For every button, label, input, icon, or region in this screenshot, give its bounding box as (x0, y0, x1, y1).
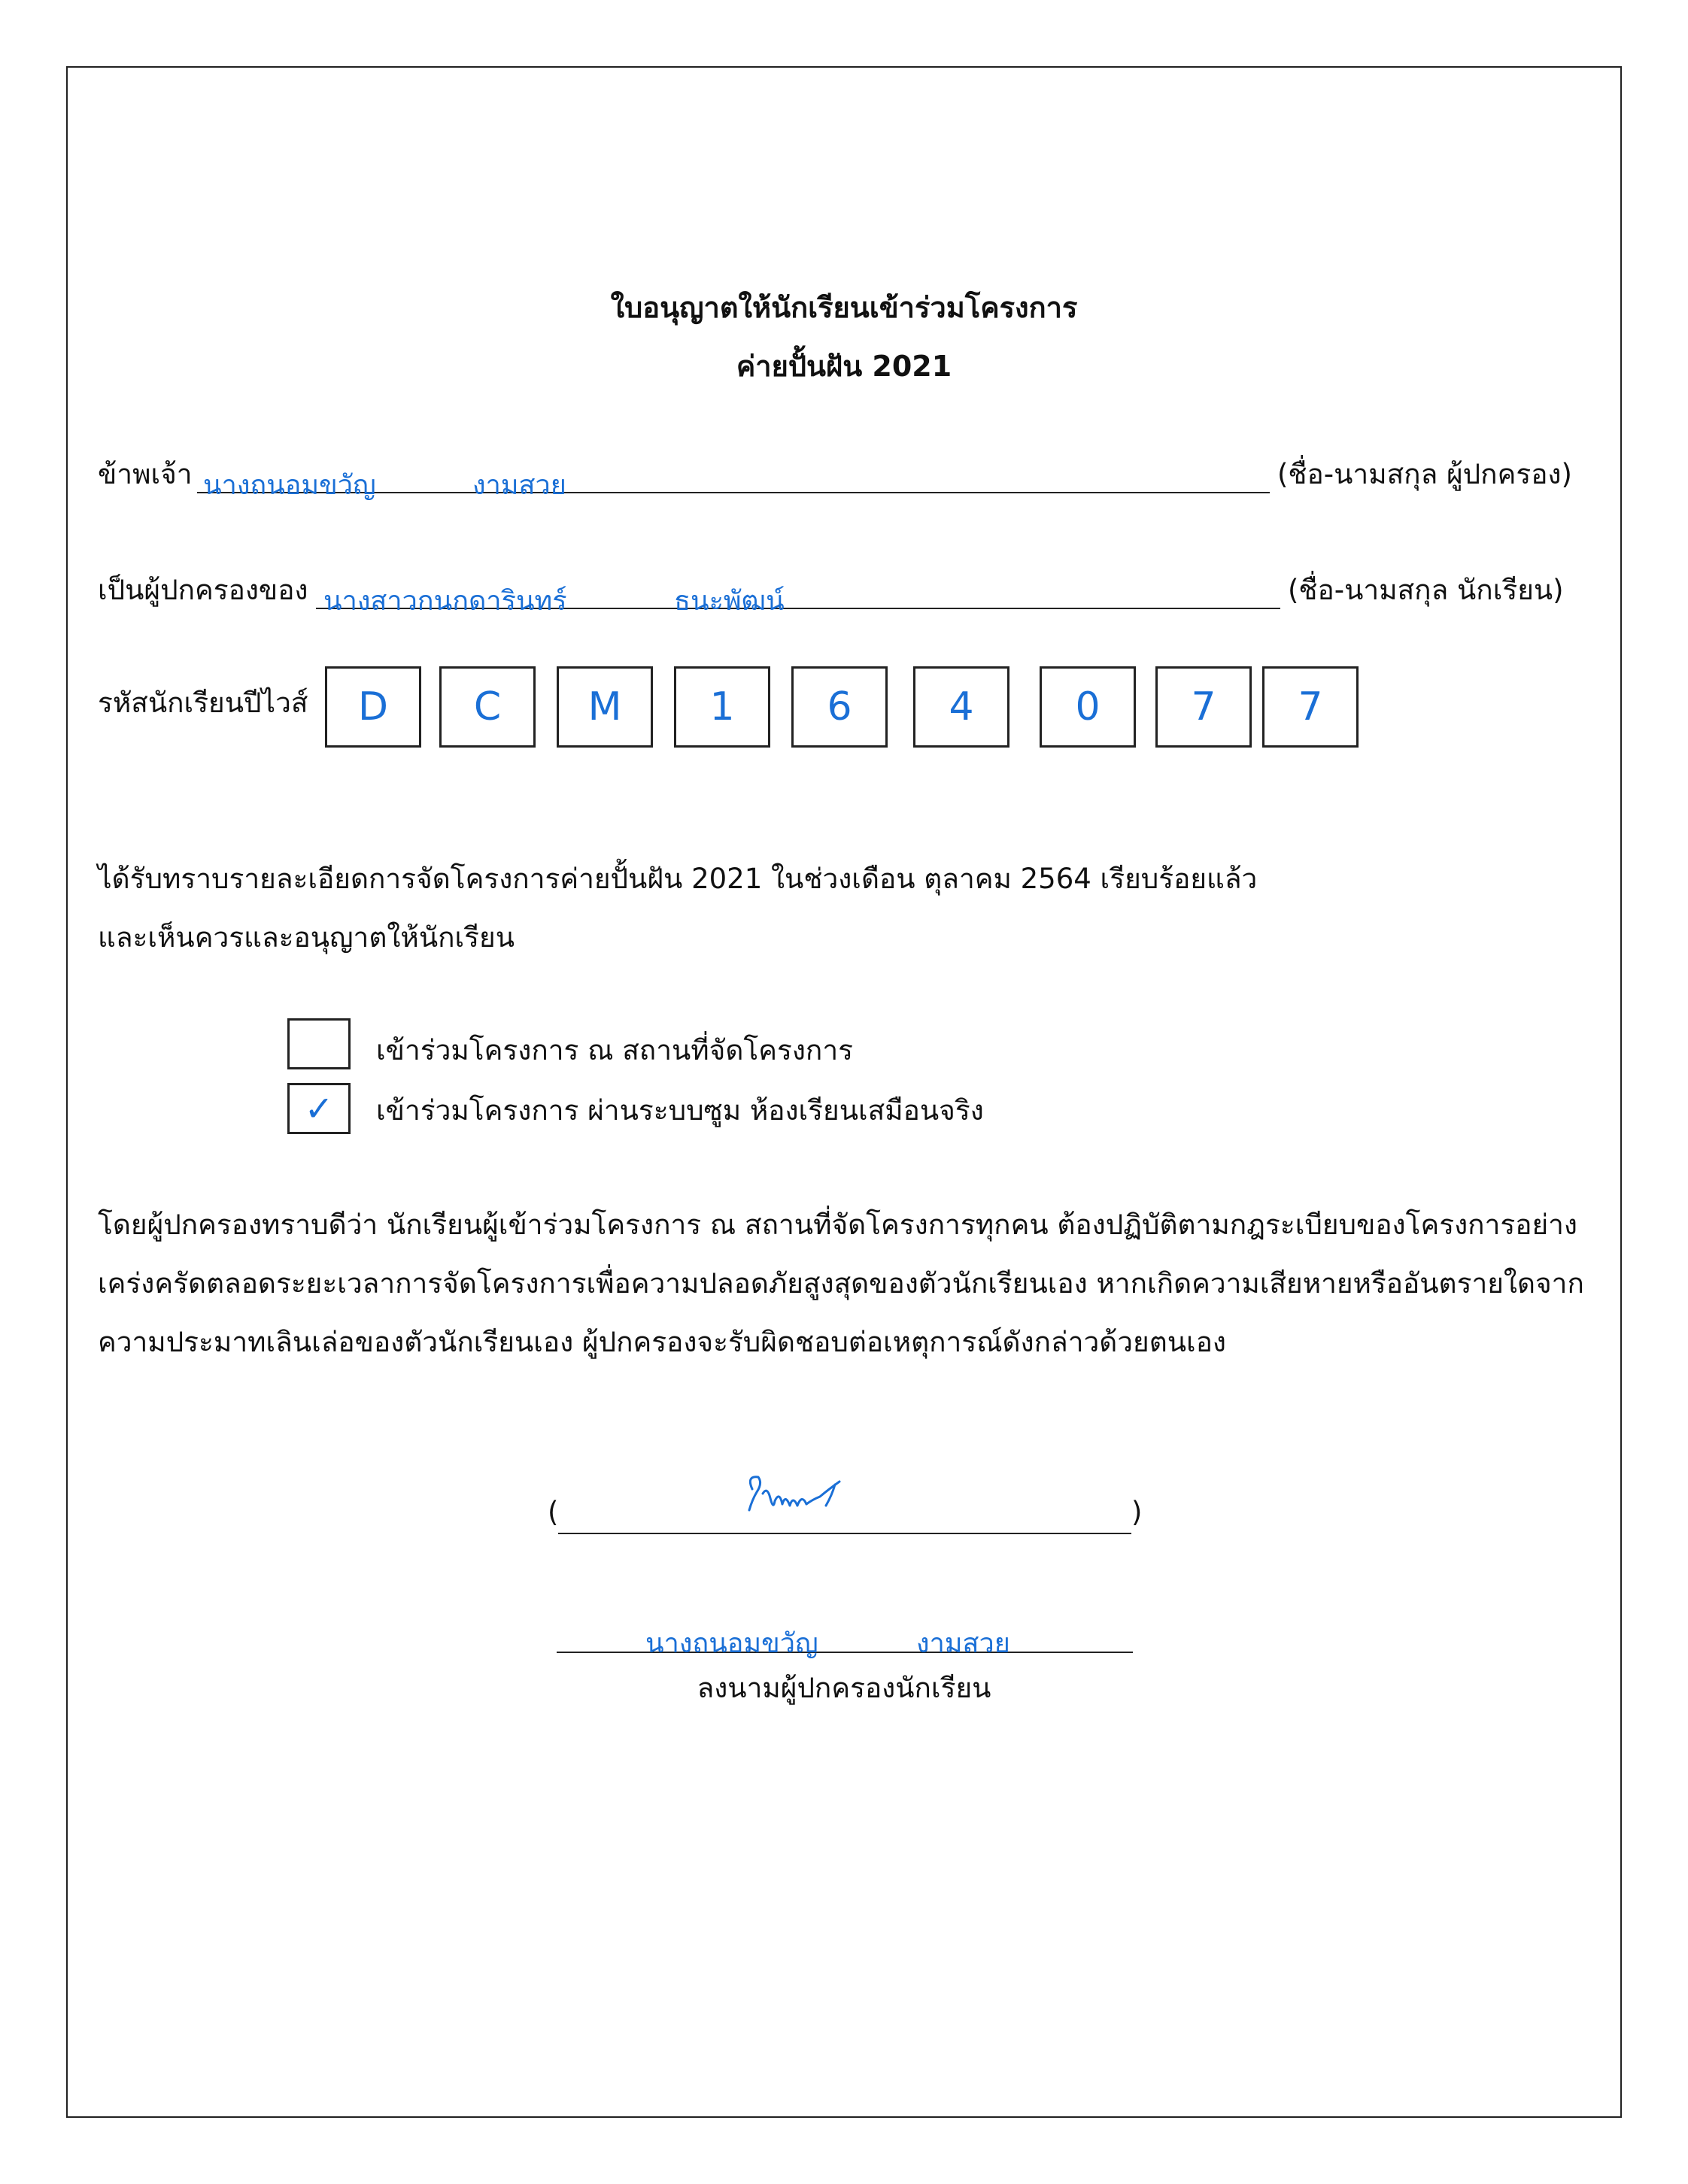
student-first-name[interactable]: นางสาวกนกดารินทร์ (323, 586, 567, 617)
guardian-hint: (ชื่อ-นามสกุล ผู้ปกครอง) (1277, 458, 1572, 490)
form-subtitle: ค่ายปั้นฝัน 2021 (736, 350, 952, 383)
id-char: D (357, 684, 389, 730)
signature-open-paren: ( (548, 1496, 559, 1528)
guardian-first-name[interactable]: นางถนอมขวัญ (203, 470, 376, 501)
student-hint: (ชื่อ-นามสกุล นักเรียน) (1288, 574, 1564, 606)
id-box-8[interactable] (1155, 666, 1252, 748)
id-box-9[interactable] (1262, 666, 1359, 748)
id-char: 1 (709, 684, 735, 730)
id-char: M (587, 684, 622, 730)
form-title: ใบอนุญาตให้นักเรียนเข้าร่วมโครงการ (610, 291, 1078, 324)
guardian-last-name[interactable]: งามสวย (472, 470, 566, 501)
id-box-7[interactable] (1040, 666, 1136, 748)
ack-line-2: และเห็นควรและอนุญาตให้นักเรียน (98, 921, 515, 954)
id-box-2[interactable] (439, 666, 536, 748)
id-char: C (473, 684, 502, 730)
id-char: 0 (1075, 684, 1101, 730)
option-zoom-label: เข้าร่วมโครงการ ผ่านระบบซูม ห้องเรียนเสมือนจริง (376, 1094, 984, 1127)
signer-name-line (557, 1652, 1133, 1653)
id-char: 6 (827, 684, 852, 730)
signer-first-name[interactable]: นางถนอมขวัญ (645, 1628, 818, 1659)
terms-line-3: ความประมาทเลินเล่อของตัวนักเรียนเอง ผู้ปกครองจะรับผิดชอบต่อเหตุการณ์ดังกล่าวด้วยตนเอง (98, 1326, 1226, 1358)
option-zoom-checkbox[interactable] (287, 1083, 351, 1134)
id-box-6[interactable] (913, 666, 1009, 748)
checkmark-icon: ✓ (304, 1088, 334, 1129)
signature-line (558, 1533, 1131, 1534)
signature-close-paren: ) (1131, 1496, 1143, 1528)
id-box-5[interactable] (791, 666, 888, 748)
ack-line-1: ได้รับทราบรายละเอียดการจัดโครงการค่ายปั้นฝัน 2021 ในช่วงเดือน ตุลาคม 2564 เรียบร้อยแล้ว (98, 863, 1258, 895)
student-id-label: รหัสนักเรียนปีไวส์ (98, 687, 308, 719)
student-last-name[interactable]: ธนะพัฒน์ (674, 586, 785, 617)
signer-caption: ลงนามผู้ปกครองนักเรียน (697, 1672, 991, 1704)
option-onsite-label: เข้าร่วมโครงการ ณ สถานที่จัดโครงการ (376, 1034, 853, 1066)
terms-line-2: เคร่งครัดตลอดระยะเวลาการจัดโครงการเพื่อความปลอดภัยสูงสุดของตัวนักเรียนเอง หากเกิดความเสียหายหรืออันตรายใดจาก (98, 1267, 1584, 1300)
id-box-1[interactable] (325, 666, 421, 748)
signer-last-name[interactable]: งามสวย (916, 1628, 1010, 1659)
id-char: 4 (949, 684, 974, 730)
option-onsite-checkbox[interactable] (287, 1018, 351, 1069)
id-char: 7 (1298, 684, 1323, 730)
guardian-label: ข้าพเจ้า (98, 458, 193, 490)
handwritten-signature[interactable] (737, 1467, 873, 1527)
terms-line-1: โดยผู้ปกครองทราบดีว่า นักเรียนผู้เข้าร่วมโครงการ ณ สถานที่จัดโครงการทุกคน ต้องปฏิบัติตามกฎระเบียบของโครงการอย่าง (98, 1209, 1577, 1241)
id-box-4[interactable] (674, 666, 770, 748)
id-char: 7 (1191, 684, 1216, 730)
id-box-3[interactable] (557, 666, 653, 748)
student-label: เป็นผู้ปกครองของ (98, 574, 308, 606)
